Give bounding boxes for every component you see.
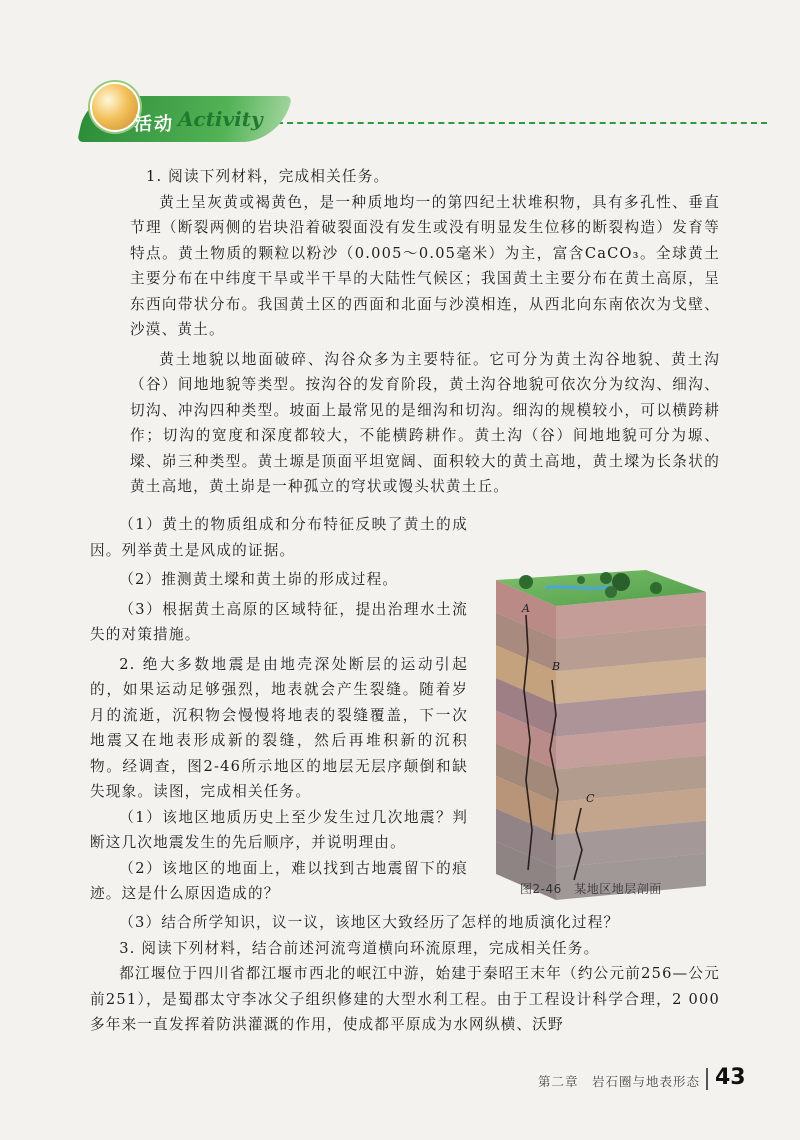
fault-label-a: A [522, 602, 530, 615]
tree-icon [650, 582, 662, 594]
tree-icon [605, 586, 617, 598]
question-1-sub-1: （1）黄土的物质组成和分布特征反映了黄土的成因。列举黄土是风成的证据。 [90, 516, 468, 559]
banner-dashed-line [277, 122, 767, 124]
material-paragraph-2: 黄土地貌以地面破碎、沟谷众多为主要特征。它可分为黄土沟谷地貌、黄土沟（谷）间地地貌等类型。按沟谷的发育阶段，黄土沟谷地貌可依次分为纹沟、细沟、切沟、冲沟四种类型。坡面上最常见的是细沟和切沟。细沟的规模较小，可以横跨耕作；切沟的宽度和深度都较大，不能横跨耕作。黄土沟（谷）间地地貌可分为塬、墚、峁三种类型。黄土塬是顶面平坦宽阔、面积较大的黄土高地，黄土墚为长条状的黄土高地，黄土峁是一种孤立的穹状或馒头状黄土丘。 [130, 350, 720, 495]
tree-icon [600, 572, 612, 584]
activity-title: 活动 [134, 114, 174, 135]
question-1-sub-2: （2）推测黄土墚和黄土峁的形成过程。 [119, 571, 399, 588]
question-2-sub-3: （3）结合所学知识，议一议，该地区大致经历了怎样的地质演化过程？ [119, 914, 620, 931]
activity-title-en: Activity [178, 107, 263, 131]
side-face-layers [556, 592, 706, 900]
text-block-bottom [90, 910, 720, 1038]
tree-icon [519, 575, 533, 589]
fault-label-c: C [586, 792, 595, 805]
question-3-material: 都江堰位于四川省都江堰市西北的岷江中游，始建于秦昭王末年（约公元前256—公元前251），是蜀郡太守李冰父子组织修建的大型水利工程。由于工程设计科学合理，2 000多年来一直发挥着防洪灌溉的作用，使成都平原成为水网纵横、沃野 [90, 965, 720, 1033]
fault-label-b: B [552, 660, 561, 673]
question-2-sub-1: （1）该地区地质历史上至少发生过几次地震？判断这几次地震发生的先后顺序，并说明理由。 [90, 808, 468, 851]
globe-icon [90, 82, 140, 132]
stratum-block-diagram [486, 540, 716, 910]
figure-caption: 图2-46 某地区地层剖面 [520, 882, 662, 896]
tree-icon [577, 576, 585, 584]
question-1-sub-3: （3）根据黄土高原的区域特征，提出治理水土流失的对策措施。 [90, 600, 468, 643]
question-1-title: 1. 阅读下列材料，完成相关任务。 [146, 168, 390, 185]
question-2-sub-2: （2）该地区的地面上，难以找到古地震留下的痕迹。这是什么原因造成的？ [90, 859, 468, 902]
activity-banner [82, 82, 772, 152]
question-3-title: 3. 阅读下列材料，结合前述河流弯道横向环流原理，完成相关任务。 [119, 939, 600, 957]
page-number: 43 [715, 1065, 746, 1090]
footer-chapter-title: 第二章 岩石圈与地表形态 [537, 1074, 700, 1089]
text-block-left [90, 512, 468, 907]
footer-divider [706, 1068, 708, 1090]
text-block-top [130, 164, 720, 500]
question-2-paragraph: 2. 绝大多数地震是由地壳深处断层的运动引起的，如果运动足够强烈，地表就会产生裂缝。随着岁月的流逝，沉积物会慢慢将地表的裂缝覆盖，下一次地震又在地表形成新的裂缝，然后再堆积新的沉积物。经调查，图2-46所示地区的地层无层序颠倒和缺失现象。读图，完成相关任务。 [90, 655, 468, 800]
material-paragraph-1: 黄土呈灰黄或褐黄色，是一种质地均一的第四纪土状堆积物，具有多孔性、垂直节理（断裂两侧的岩块沿着破裂面没有发生或没有明显发生位移的断裂构造）发育等特点。黄土物质的颗粒以粉沙（0.005～0.05毫米）为主，富含CaCO₃。全球黄土主要分布在中纬度干旱或半干旱的大陆性气候区；我国黄土主要分布在黄土高原，呈东西向带状分布。我国黄土区的西面和北面与沙漠相连，从西北向东南依次为戈壁、沙漠、黄土。 [130, 193, 720, 338]
